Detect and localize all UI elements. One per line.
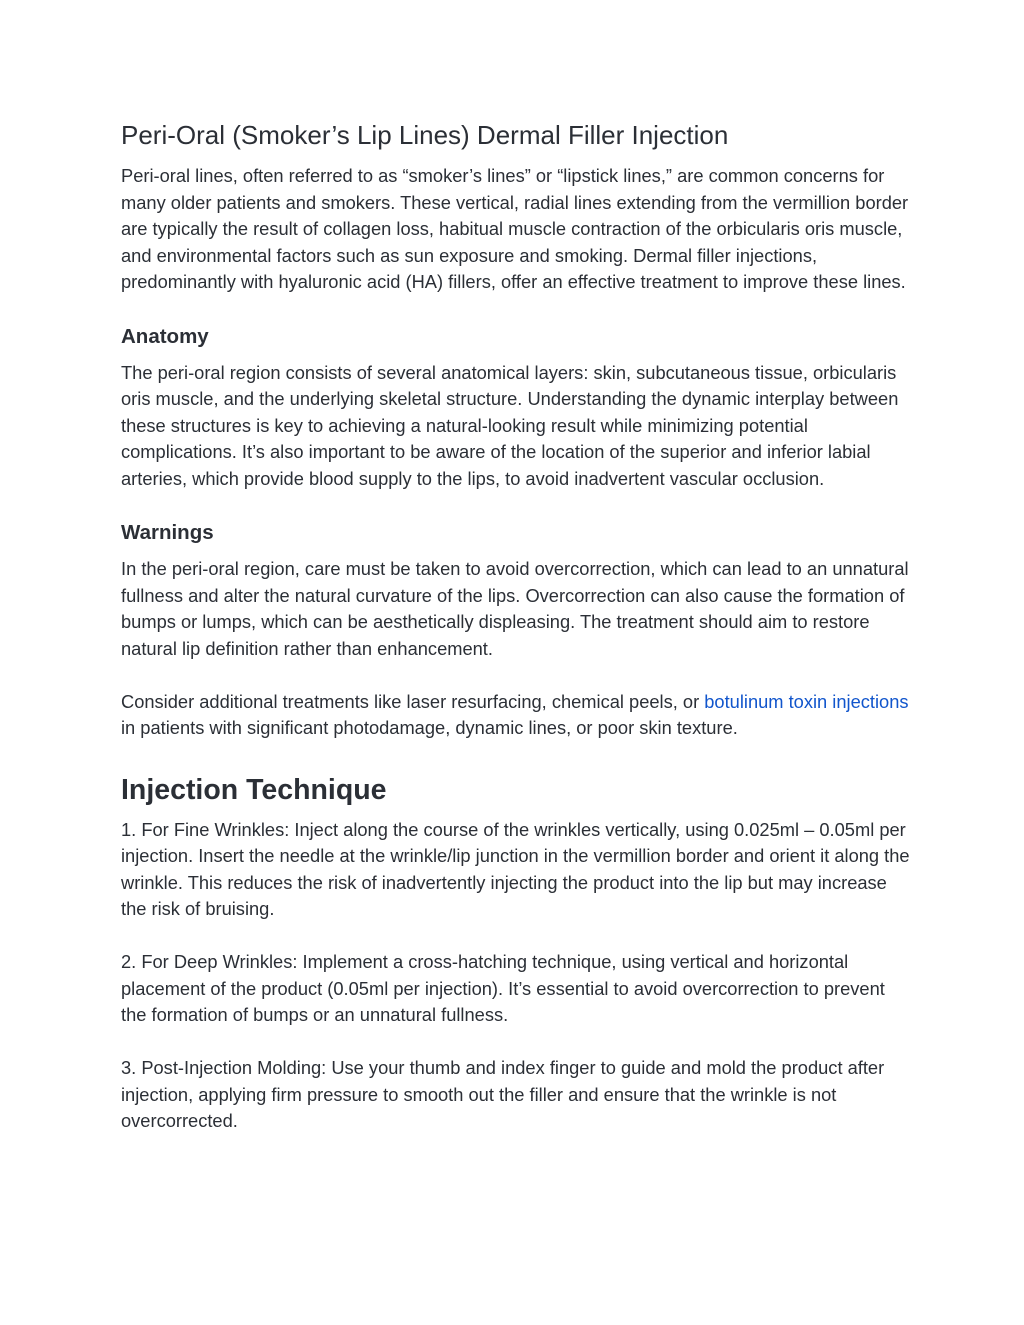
technique-step-2: 2. For Deep Wrinkles: Implement a cross-hatching technique, using vertical and horizontal placement of the product (0.05ml per injection). It’s essential to avoid overcorrection to prevent the formation of bumps or an unnatural fullness. xyxy=(121,951,885,1025)
page-title: Peri-Oral (Smoker’s Lip Lines) Dermal Filler Injection xyxy=(121,120,729,150)
technique-step-3: 3. Post-Injection Molding: Use your thumb and index finger to guide and mold the product after injection, applying firm pressure to smooth out the filler and ensure that the wrinkle is not overcorrected. xyxy=(121,1057,885,1131)
consider-text-after: in patients with significant photodamage, dynamic lines, or poor skin texture. xyxy=(121,717,738,738)
consider-paragraph xyxy=(121,689,911,742)
technique-heading: Injection Technique xyxy=(121,773,387,806)
warnings-heading: Warnings xyxy=(121,521,214,544)
botulinum-toxin-link[interactable]: botulinum toxin injections xyxy=(704,690,909,712)
warnings-paragraph: In the peri-oral region, care must be taken to avoid overcorrection, which can lead to an unnatural fullness and alter the natural curvature of the lips. Overcorrection can also cause the formation of bumps or lumps, which can be aesthetically displeasing. The treatment should aim to restore natural lip definition rather than enhancement. xyxy=(121,558,909,659)
technique-step-1: 1. For Fine Wrinkles: Inject along the course of the wrinkles vertically, using 0.025ml – 0.05ml per injection. Insert the needle at the wrinkle/lip junction in the vermillion border and orient it along the wrinkle. This reduces the risk of inadvertently injecting the product into the lip but may increase the risk of bruising. xyxy=(121,818,910,919)
consider-text-before: Consider additional treatments like laser resurfacing, chemical peels, or xyxy=(121,690,705,712)
anatomy-heading: Anatomy xyxy=(121,324,209,348)
anatomy-paragraph: The peri-oral region consists of several anatomical layers: skin, subcutaneous tissue, orbicularis oris muscle, and the underlying skeletal structure. Understanding the dynamic interplay between these structures is key to achieving a natural-looking result while minimizing potential complications. It’s also important to be aware of the location of the superior and inferior labial arteries, which provide blood supply to the lips, to avoid inadvertent vascular occlusion. xyxy=(121,361,899,489)
document-page xyxy=(121,118,911,1135)
intro-paragraph: Peri-oral lines, often referred to as “smoker’s lines” or “lipstick lines,” are common concerns for many older patients and smokers. These vertical, radial lines extending from the vermillion border are typically the result of collagen loss, habitual muscle contraction of the orbicularis oris muscle, and environmental factors such as sun exposure and smoking. Dermal filler injections, predominantly with hyaluronic acid (HA) fillers, offer an effective treatment to improve these lines. xyxy=(121,165,909,292)
